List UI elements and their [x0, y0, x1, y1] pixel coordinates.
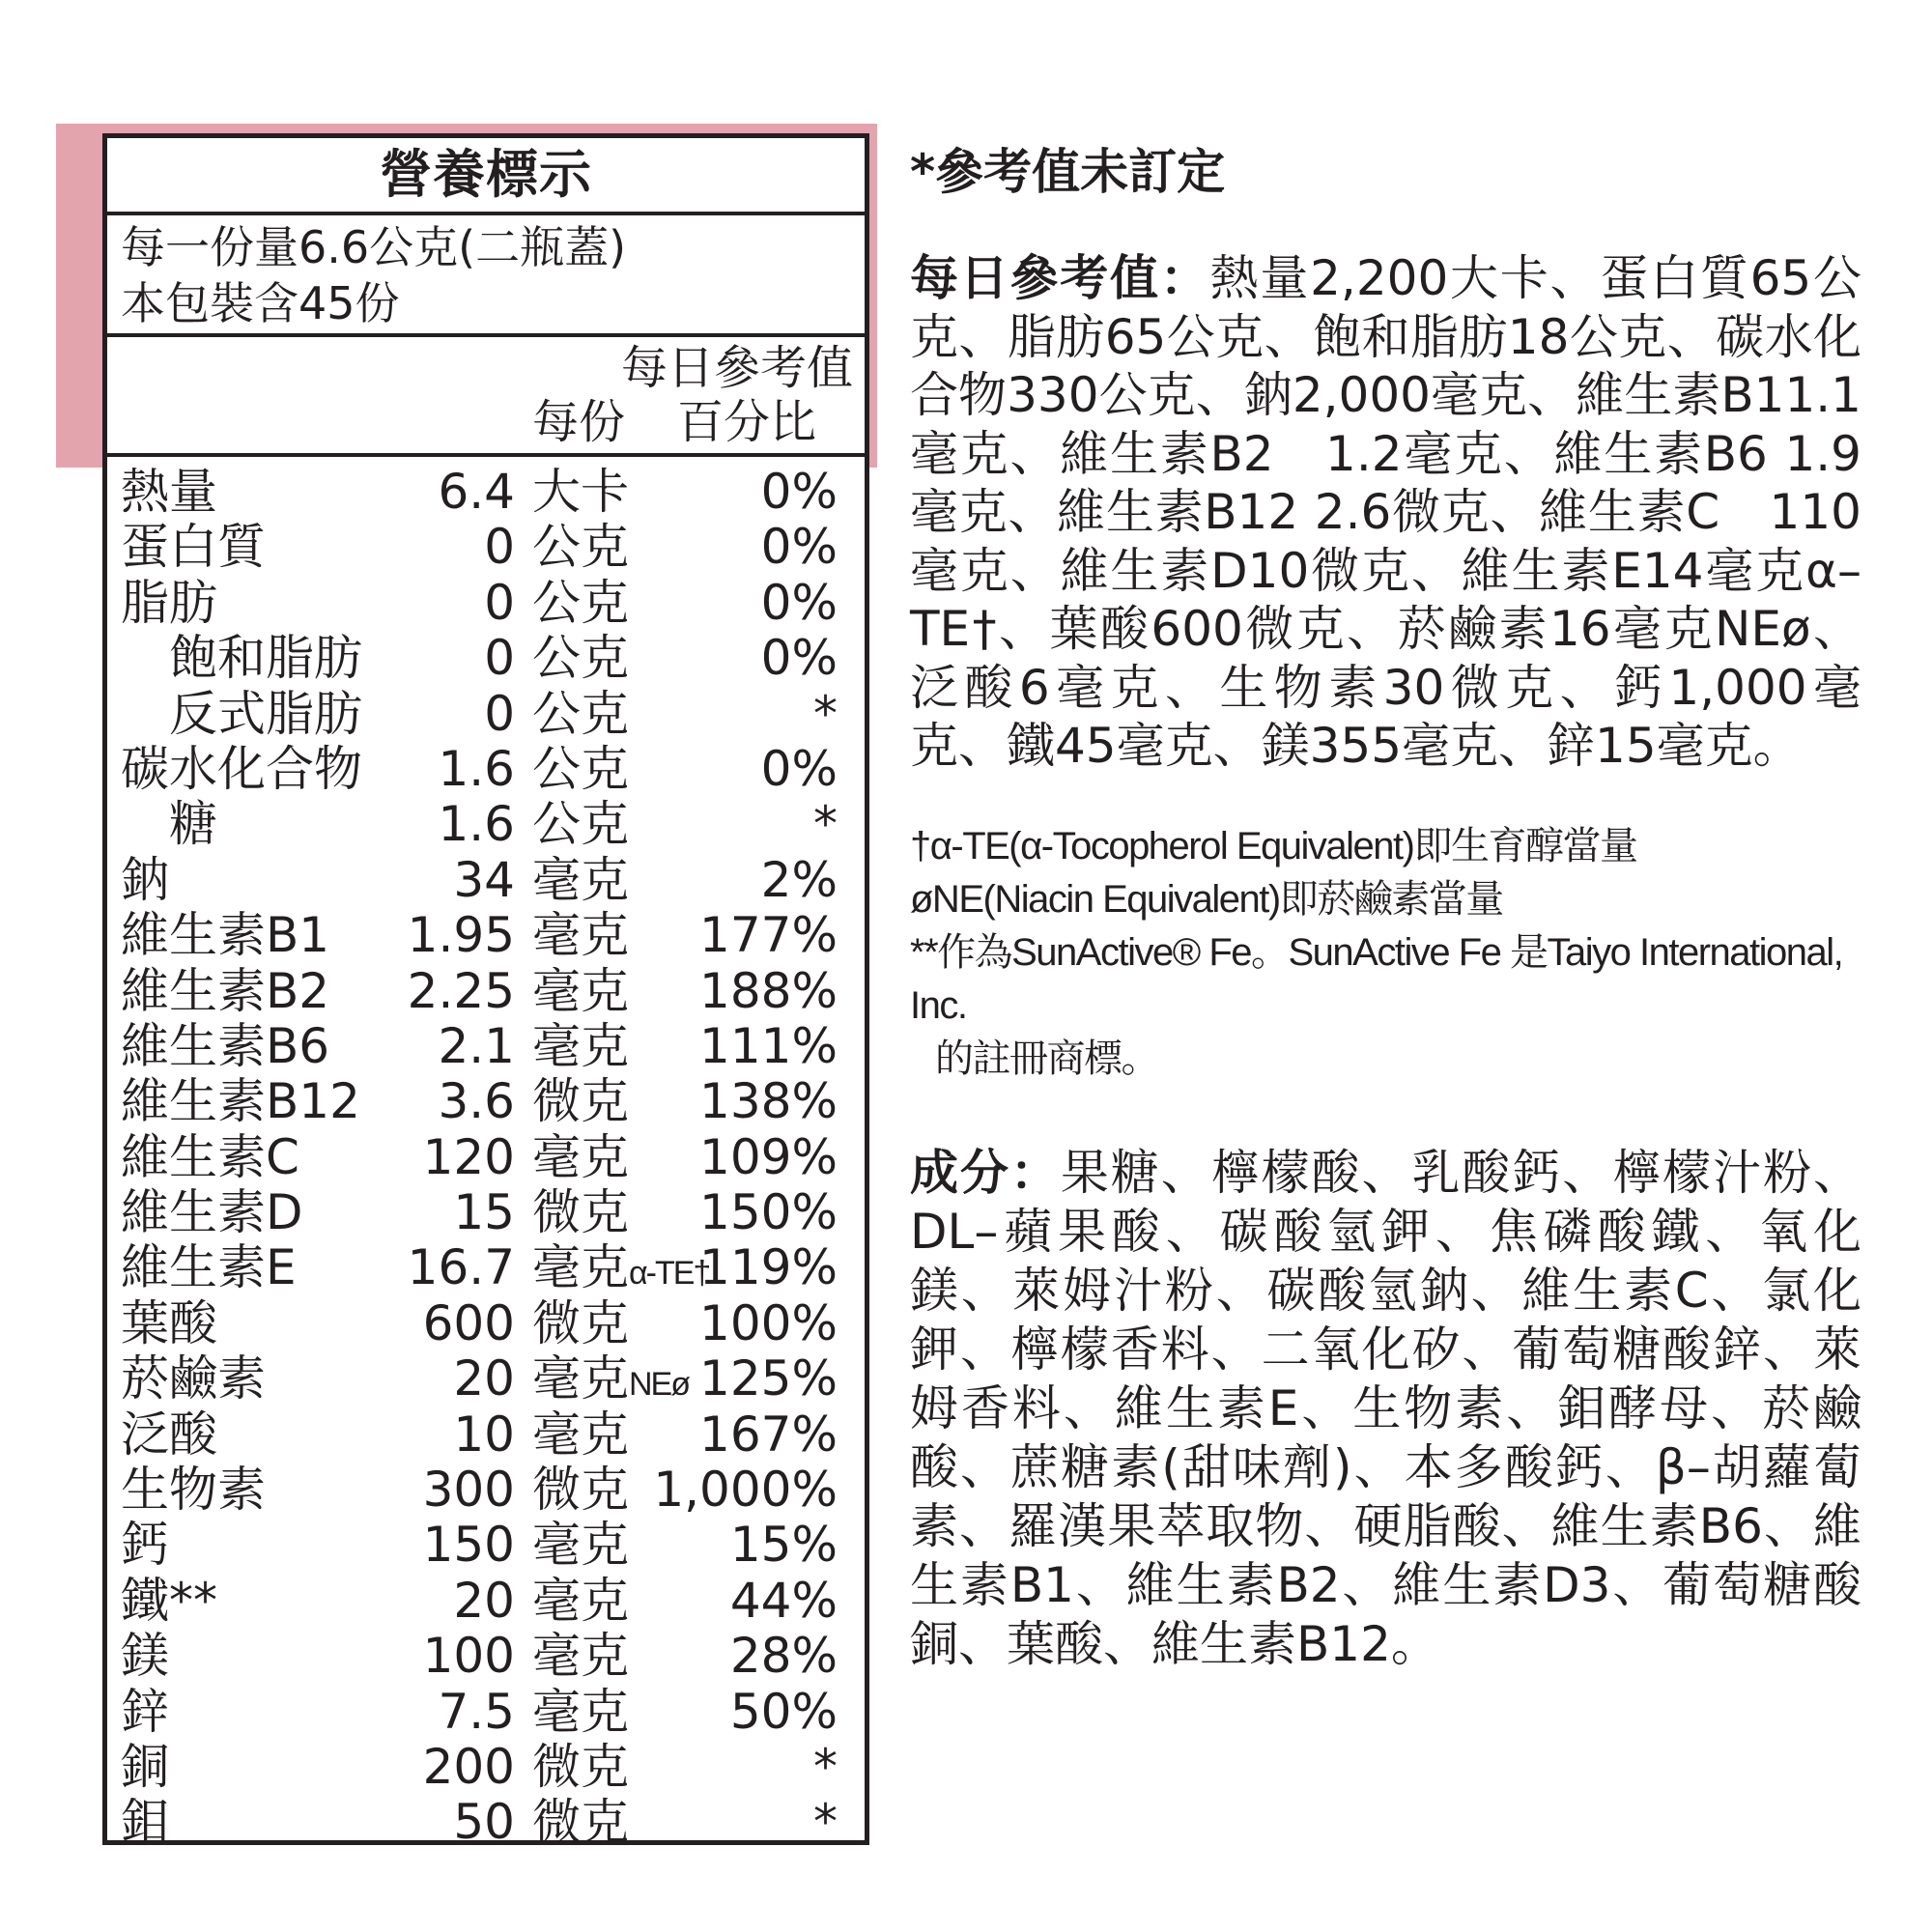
nutrient-unit: 微克: [532, 1794, 629, 1851]
nutrient-amount: 300: [422, 1462, 515, 1519]
column-headers: [107, 337, 865, 457]
nutrient-name: 鋅: [121, 1683, 169, 1740]
nutrient-unit-cell: [532, 1463, 629, 1518]
nutrient-unit-cell: [532, 520, 629, 575]
nutrient-amount: 10: [453, 1406, 515, 1463]
nutrient-unit-cell: [532, 1130, 629, 1185]
nutrient-row: [107, 1296, 865, 1351]
nutrient-percent: 44%: [729, 1572, 838, 1629]
nutrient-unit: 微克: [532, 1462, 629, 1519]
nutrient-amount: 0: [484, 574, 515, 631]
nutrient-percent: *: [813, 1738, 838, 1795]
nutrient-row: [107, 631, 865, 686]
nutrient-row: [107, 1185, 865, 1240]
nutrient-percent: 15%: [729, 1517, 838, 1574]
nutrient-unit: 毫克: [532, 1572, 629, 1629]
nutrient-unit: 大卡: [532, 464, 629, 520]
nutrient-unit: 公克: [532, 685, 629, 742]
nutrient-unit-cell: [532, 631, 629, 686]
nutrient-amount: 120: [422, 1128, 515, 1185]
nutrient-row: [107, 1130, 865, 1185]
nutrient-name: 鈣: [121, 1517, 169, 1574]
nutrient-amount: 1.95: [407, 907, 515, 964]
nutrient-percent: 167%: [699, 1406, 838, 1463]
nutrient-unit-cell: [532, 576, 629, 631]
nutrient-unit-cell: [532, 1629, 629, 1684]
nutrient-amount: 20: [453, 1572, 515, 1629]
ingredients: [910, 1144, 1861, 1674]
nutrient-row: [107, 1019, 865, 1074]
nutrient-name: 蛋白質: [121, 519, 266, 576]
nutrient-unit: 毫克: [532, 1017, 629, 1074]
nutrient-percent: 100%: [699, 1294, 838, 1351]
nutrient-row: [107, 465, 865, 520]
nutrient-row: [107, 1629, 865, 1684]
nutrient-row: [107, 1685, 865, 1740]
nutrient-amount: 7.5: [438, 1683, 515, 1740]
nutrient-unit-cell: [532, 465, 629, 520]
nutrient-name: 生物素: [121, 1462, 266, 1519]
nutrient-name: 鐵**: [121, 1572, 217, 1629]
nutrient-row: [107, 1074, 865, 1129]
nutrient-row: [107, 576, 865, 631]
nutrient-row: [107, 1795, 865, 1850]
nutrient-unit-cell: [532, 1296, 629, 1351]
nutrient-name: 泛酸: [121, 1406, 217, 1463]
nutrient-percent: 150%: [699, 1184, 838, 1241]
nutrient-row: [107, 1351, 865, 1406]
nutrient-unit-cell: [532, 687, 629, 742]
footnote-iron-line1: **作為SunActive® Fe。SunActive Fe 是Taiyo International, Inc.: [910, 930, 1843, 1027]
nutrient-row: [107, 1740, 865, 1795]
per-serving-header: 每份: [532, 395, 626, 449]
nutrient-row: [107, 1518, 865, 1573]
nutrient-row: [107, 797, 865, 852]
nutrient-unit: 毫克: [532, 1683, 629, 1740]
nutrient-name: 反式脂肪: [169, 685, 362, 742]
nutrient-rows: [107, 457, 865, 1851]
nutrient-amount: 2.25: [407, 962, 515, 1019]
daily-reference-values: [910, 249, 1861, 776]
nutrient-unit-cell: [532, 964, 629, 1019]
nutrient-percent: *: [813, 796, 838, 853]
nutrient-unit-suffix: NEø: [629, 1366, 689, 1404]
nutrient-row: [107, 1407, 865, 1463]
nutrient-unit: 毫克: [532, 1628, 629, 1685]
nutrient-unit: 毫克: [532, 851, 629, 908]
nutrient-unit: 毫克: [532, 1128, 629, 1185]
nutrient-name: 碳水化合物: [121, 740, 362, 797]
nutrient-percent: 28%: [729, 1628, 838, 1685]
nutrient-unit-cell: [532, 1074, 629, 1129]
nutrient-percent: 0%: [760, 740, 838, 797]
nutrient-unit: 微克: [532, 1294, 629, 1351]
servings-per-package: 本包裝含45份: [121, 277, 400, 329]
nutrient-amount: 15: [453, 1184, 515, 1241]
nutrient-name: 維生素B1: [121, 907, 330, 964]
nutrient-amount: 600: [422, 1294, 515, 1351]
nutrient-percent: 188%: [699, 962, 838, 1019]
nutrient-percent: 0%: [760, 464, 838, 520]
nutrient-unit-cell: [532, 1185, 629, 1240]
nutrient-percent: 2%: [760, 851, 838, 908]
nutrient-amount: 3.6: [438, 1073, 515, 1130]
nutrient-unit: 公克: [532, 519, 629, 576]
nutrient-percent: *: [813, 1794, 838, 1851]
nutrient-amount: 0: [484, 630, 515, 687]
right-column: [910, 143, 1861, 1674]
daily-reference-label: 每日參考值：: [910, 250, 1210, 306]
nutrient-unit: 毫克: [532, 907, 629, 964]
panel-title: 營養標示: [107, 138, 865, 215]
nutrient-amount: 50: [453, 1794, 515, 1851]
footnotes: [910, 820, 1861, 1086]
nutrient-amount: 200: [422, 1738, 515, 1795]
footnote-iron-line2: 的註冊商標。: [935, 1037, 1158, 1080]
nutrient-unit: 毫克: [532, 1517, 629, 1574]
nutrient-name: 鈉: [121, 851, 169, 908]
footnote-alpha-te: †α-TE(α-Tocopherol Equivalent)即生育醇當量: [910, 824, 1637, 867]
nutrient-amount: 1.6: [438, 796, 515, 853]
daily-reference-text: 熱量2,200大卡、蛋白質65公克、脂肪65公克、飽和脂肪18公克、碳水化合物330公克、鈉2,000毫克、維生素B11.1毫克、維生素B2 1.2毫克、維生素B6 1.9毫克、維生素B12 2.6微克、維生素C 110毫克、維生素D10微克、維生素E14毫克α–TE†、葉酸600微克、菸鹼素16毫克NEø、泛酸6毫克、生物素30微克、鈣1,000毫克、鐵45毫克、鎂355毫克、鋅15毫克。: [910, 250, 1862, 774]
nutrient-unit: 公克: [532, 796, 629, 853]
nutrient-amount: 2.1: [438, 1017, 515, 1074]
nutrient-name: 維生素B12: [121, 1073, 360, 1130]
nutrient-amount: 16.7: [407, 1239, 515, 1296]
nutrient-percent: 0%: [760, 630, 838, 687]
serving-info: [107, 215, 865, 337]
nutrient-unit: 毫克: [532, 1239, 629, 1296]
nutrient-amount: 100: [422, 1628, 515, 1685]
nutrient-percent: *: [813, 685, 838, 742]
nutrient-name: 維生素B6: [121, 1017, 330, 1074]
ingredients-text: 果糖、檸檬酸、乳酸鈣、檸檬汁粉、DL–蘋果酸、碳酸氫鉀、焦磷酸鐵、氧化鎂、萊姆汁粉、碳酸氫鈉、維生素C、氯化鉀、檸檬香料、二氧化矽、葡萄糖酸鋅、萊姆香料、維生素E、生物素、鉬酵母、菸鹼酸、蔗糖素(甜味劑)、本多酸鈣、β–胡蘿蔔素、羅漢果萃取物、硬脂酸、維生素B6、維生素B1、維生素B2、維生素D3、葡萄糖酸銅、葉酸、維生素B12。: [910, 1144, 1862, 1672]
nutrient-name: 維生素D: [121, 1184, 303, 1241]
nutrition-facts-panel: [102, 133, 869, 1851]
nutrient-unit: 微克: [532, 1738, 629, 1795]
nutrient-unit-cell: [532, 1407, 629, 1463]
nutrient-row: [107, 964, 865, 1019]
nutrient-name: 維生素C: [121, 1128, 299, 1185]
nutrient-percent: 111%: [699, 1017, 838, 1074]
nutrient-percent: 119%: [699, 1239, 838, 1296]
nutrient-name: 熱量: [121, 464, 217, 520]
nutrient-name: 葉酸: [121, 1294, 217, 1351]
percent-header: 百分比: [677, 395, 817, 449]
nutrient-unit-cell: [532, 1574, 629, 1629]
nutrient-amount: 0: [484, 685, 515, 742]
nutrient-name: 菸鹼素: [121, 1350, 266, 1407]
nutrient-unit: 毫克: [532, 1350, 629, 1407]
nutrient-percent: 50%: [729, 1683, 838, 1740]
nutrient-unit-cell: [532, 1240, 709, 1301]
nutrient-name: 維生素E: [121, 1239, 297, 1296]
nutrient-name: 維生素B2: [121, 962, 330, 1019]
nutrient-unit: 毫克: [532, 962, 629, 1019]
nutrient-unit-cell: [532, 1019, 629, 1074]
nutrient-unit: 毫克: [532, 1406, 629, 1463]
nutrient-name: 鉬: [121, 1794, 169, 1851]
nutrient-unit-suffix: α-TE†: [629, 1255, 710, 1293]
nutrient-unit-cell: [532, 742, 629, 797]
reference-note: *參考值未訂定: [910, 144, 1226, 200]
nutrient-row: [107, 1574, 865, 1629]
nutrient-amount: 0: [484, 519, 515, 576]
nutrient-percent: 125%: [699, 1350, 838, 1407]
nutrient-unit-cell: [532, 1685, 629, 1740]
nutrient-row: [107, 1463, 865, 1518]
nutrient-unit-cell: [532, 853, 629, 908]
nutrient-row: [107, 908, 865, 963]
nutrient-row: [107, 853, 865, 908]
nutrient-unit-cell: [532, 908, 629, 963]
nutrient-amount: 150: [422, 1517, 515, 1574]
nutrient-percent: 177%: [699, 907, 838, 964]
nutrient-name: 銅: [121, 1738, 169, 1795]
nutrient-row: [107, 1240, 865, 1295]
nutrient-name: 糖: [169, 796, 217, 853]
nutrient-percent: 138%: [699, 1073, 838, 1130]
nutrient-unit-cell: [532, 1740, 629, 1795]
nutrient-amount: 34: [453, 851, 515, 908]
nutrient-amount: 20: [453, 1350, 515, 1407]
nutrient-row: [107, 520, 865, 575]
nutrient-unit: 公克: [532, 630, 629, 687]
nutrient-unit-cell: [532, 1795, 629, 1850]
nutrient-unit-cell: [532, 797, 629, 852]
nutrient-percent: 1,000%: [653, 1462, 838, 1519]
footnote-niacin-equivalent: øNE(Niacin Equivalent)即菸鹼素當量: [910, 877, 1503, 921]
nutrient-percent: 0%: [760, 519, 838, 576]
nutrient-unit: 微克: [532, 1184, 629, 1241]
nutrient-row: [107, 742, 865, 797]
nutrient-name: 脂肪: [121, 574, 217, 631]
nutrient-unit: 公克: [532, 740, 629, 797]
nutrient-unit-cell: [532, 1351, 689, 1412]
nutrient-name: 鎂: [121, 1628, 169, 1685]
nutrient-percent: 0%: [760, 574, 838, 631]
nutrient-unit-cell: [532, 1518, 629, 1573]
ingredients-label: 成分：: [910, 1144, 1061, 1201]
nutrient-percent: 109%: [699, 1128, 838, 1185]
daily-value-header: 每日參考值: [620, 341, 853, 395]
nutrient-amount: 1.6: [438, 740, 515, 797]
nutrient-amount: 6.4: [438, 464, 515, 520]
nutrient-name: 飽和脂肪: [169, 630, 362, 687]
serving-size: 每一份量6.6公克(二瓶蓋): [121, 221, 627, 273]
nutrient-unit: 公克: [532, 574, 629, 631]
nutrient-row: [107, 687, 865, 742]
nutrient-unit: 微克: [532, 1073, 629, 1130]
